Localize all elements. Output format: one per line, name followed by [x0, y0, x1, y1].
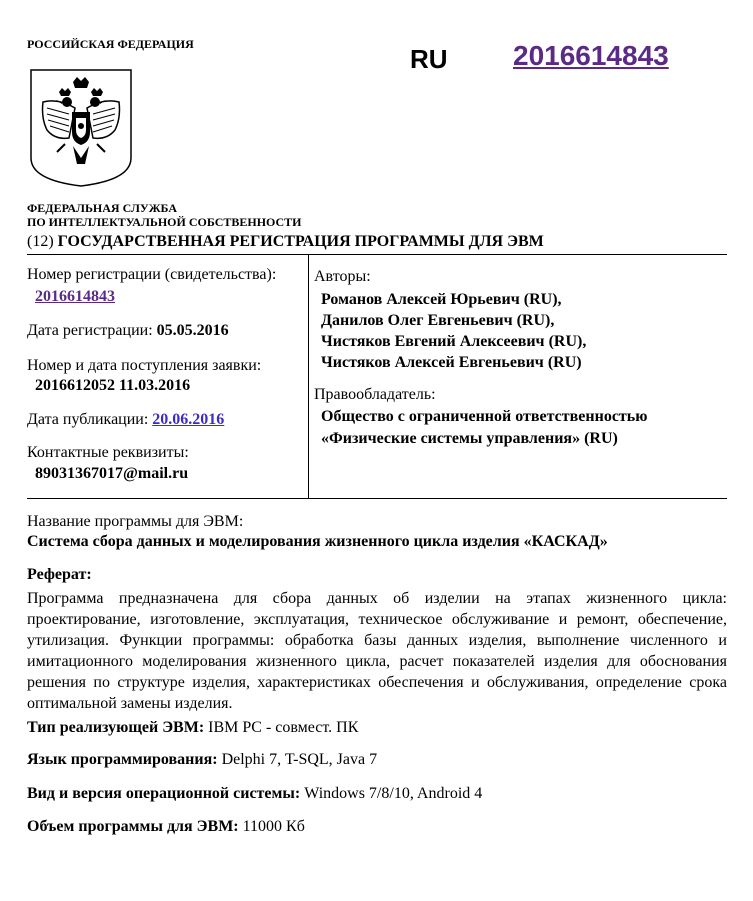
program-size-value: 11000 Кб — [242, 818, 305, 835]
publication-label: Дата публикации: — [27, 411, 149, 428]
reg-number-label: Номер регистрации (свидетельства): — [27, 266, 277, 283]
document-type-title: ГОСУДАРСТВЕННАЯ РЕГИСТРАЦИЯ ПРОГРАММЫ ДЛЯ ЭВМ — [57, 233, 544, 250]
table-top-divider — [27, 254, 727, 255]
language-label: Язык программирования: — [27, 751, 218, 768]
language-value: Delphi 7, T-SQL, Java 7 — [221, 751, 378, 768]
reg-number-link[interactable]: 2016614843 — [35, 288, 115, 305]
language-row — [27, 751, 377, 769]
agency-line-1: ФЕДЕРАЛЬНАЯ СЛУЖБА — [27, 201, 177, 215]
publication-date-link[interactable]: 20.06.2016 — [152, 411, 225, 428]
author-item: Чистяков Евгений Алексеевич (RU), — [321, 333, 587, 350]
authors-list — [321, 289, 586, 373]
abstract-label: Реферат: — [27, 566, 92, 583]
author-item: Чистяков Алексей Евгеньевич (RU) — [321, 354, 582, 371]
document-number-link[interactable]: 2016614843 — [513, 40, 669, 71]
author-item: Романов Алексей Юрьевич (RU), — [321, 291, 562, 308]
agency-name — [27, 201, 302, 229]
program-name-label: Название программы для ЭВМ: — [27, 513, 244, 530]
os-row — [27, 785, 482, 803]
holder-line-2: «Физические системы управления» (RU) — [321, 430, 618, 447]
abstract-text: Программа предназначена для сбора данных об изделии на этапах жизненного цикла: проектирование, изготовление, эксплуатация, техническое обслуживание и ремонт, обеспечение, утилизация. Функции программы: обработка базы данных изделия, выполнение численного и имитационного моделирования жизненного цикла, расчет показателей изделия для обоснования решения по структуре изделия, характеристиках обеспечения и обслуживания, определение срока оптимальной замены изделия. — [27, 590, 727, 712]
column-divider — [308, 254, 309, 498]
computer-type-label: Тип реализующей ЭВМ: — [27, 719, 205, 736]
holder-value — [321, 406, 647, 450]
coat-of-arms-emblem — [29, 68, 133, 188]
os-label: Вид и версия операционной системы: — [27, 785, 301, 802]
application-value: 2016612052 11.03.2016 — [35, 377, 191, 394]
document-type — [27, 233, 544, 251]
reg-date-label: Дата регистрации: — [27, 322, 153, 339]
double-headed-eagle-icon — [29, 68, 133, 188]
computer-type-value: IBM PC - совмест. ПК — [208, 719, 359, 736]
os-value: Windows 7/8/10, Android 4 — [304, 785, 483, 802]
reg-date-value: 05.05.2016 — [156, 322, 229, 339]
agency-line-2: ПО ИНТЕЛЛЕКТУАЛЬНОЙ СОБСТВЕННОСТИ — [27, 215, 302, 229]
country-label: РОССИЙСКАЯ ФЕДЕРАЦИЯ — [27, 37, 194, 51]
author-item: Данилов Олег Евгеньевич (RU), — [321, 312, 555, 329]
program-size-row — [27, 818, 305, 836]
document-type-code: (12) — [27, 233, 54, 250]
application-label: Номер и дата поступления заявки: — [27, 357, 262, 374]
reg-date-row — [27, 322, 229, 340]
table-bottom-divider — [27, 498, 727, 499]
publication-row — [27, 411, 224, 429]
program-size-label: Объем программы для ЭВМ: — [27, 818, 239, 835]
country-code: RU — [410, 44, 448, 74]
holder-line-1: Общество с ограниченной ответственностью — [321, 408, 648, 425]
holder-label: Правообладатель: — [314, 386, 436, 403]
authors-label: Авторы: — [314, 268, 371, 285]
contacts-label: Контактные реквизиты: — [27, 444, 189, 461]
program-name: Система сбора данных и моделирования жизненного цикла изделия «КАСКАД» — [27, 533, 608, 550]
contacts-value: 89031367017@mail.ru — [35, 465, 189, 482]
computer-type-row — [27, 719, 358, 737]
